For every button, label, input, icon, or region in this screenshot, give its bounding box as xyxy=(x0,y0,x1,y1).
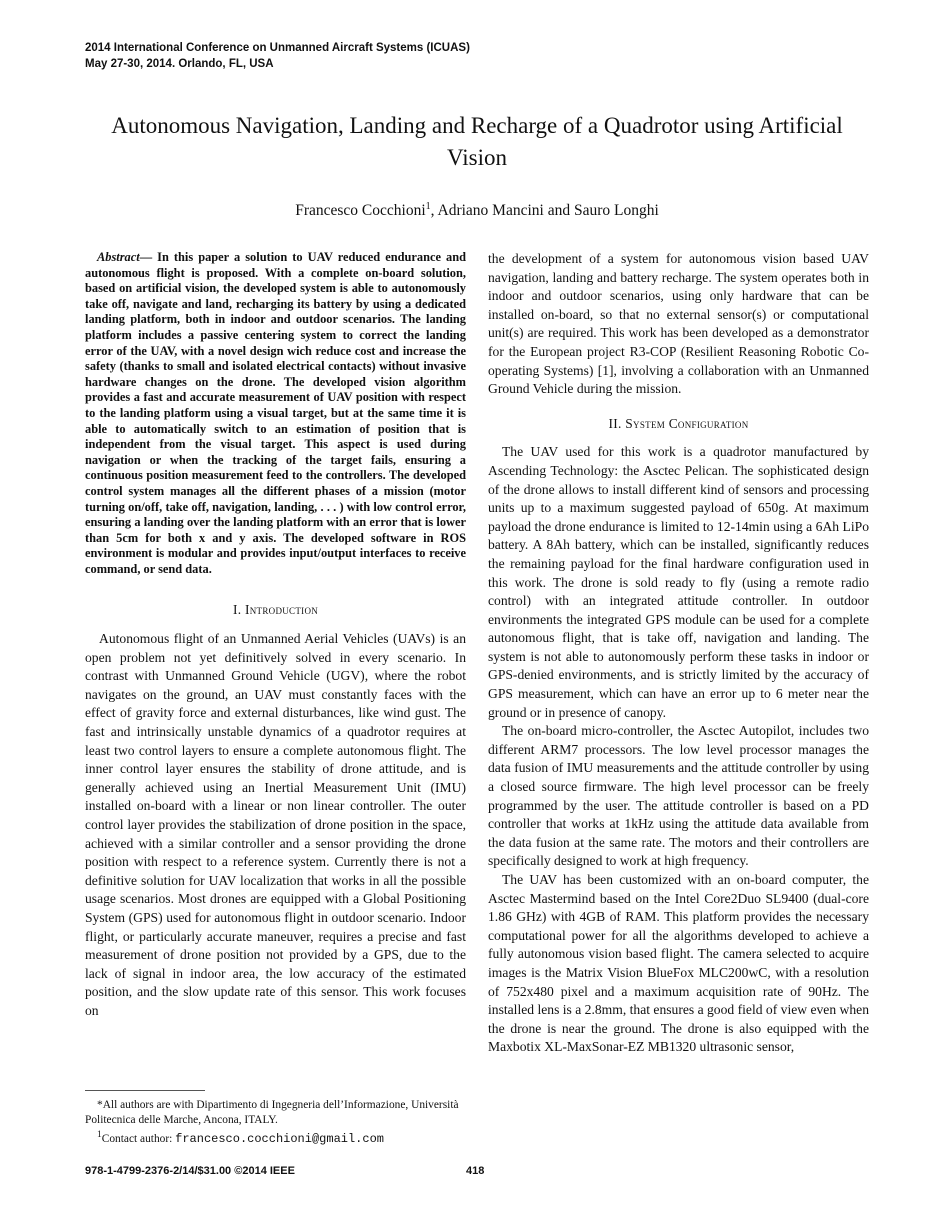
conference-name: 2014 International Conference on Unmanned Aircraft Systems (ICUAS) xyxy=(85,42,470,54)
footnote-contact-mark: 1 xyxy=(97,1130,102,1140)
conference-date-location: May 27-30, 2014. Orlando, FL, USA xyxy=(85,58,274,70)
intro-paragraph-continued: the development of a system for autonomous vision based UAV navigation, landing and battery recharge. The system operates both in indoor and outdoor scenarios, using only hardware that can be installed on-board, so that no external sensor(s) or computational unit(s) are required. This work has been developed as a demonstrator for the European project R3-COP (Resilient Reasoning Robotic Co-operating Systems) [1], involving a collaboration with an Unmanned Ground Vehicle during the mission. xyxy=(488,251,869,397)
section-number: II. xyxy=(608,415,626,431)
right-column xyxy=(488,250,869,1057)
abstract-text: In this paper a solution to UAV reduced endurance and autonomous flight is proposed. With a complete on-board solution, based on artificial vision, the developed system is able to autonomously take off, navigate and land, recharging its battery by using a dedicated landing platform, both in indoor and outdoor scenarios. The landing platform includes a passive centering system to correct the landing error of the UAV, with a novel design wich reduce cost and increase the safety (thanks to small and isolated electrical contacts) without invasive hardware changes on the drone. The developed vision algorithm provides a fast and accurate measurement of UAV position with respect to the landing platform using a visual target, but at the same time it is able to automatically switch to an estimation of position that is independent from the visual target. This aspect is used during navigation or when the tracking of the target fails, ensuring a continuous position measurement feed to the controllers. The developed control system manages all the different phases of a mission (motor turning on/off, take off, navigation, landing, . . . ) with low control error, ensuring a landing over the landing platform with an error that is lower than 5cm for both x and y axis. The developed software in ROS environment is modular and provides input/output interfaces to receive command, or send data. xyxy=(85,250,466,576)
footnote-contact-label: Contact author: xyxy=(101,1132,176,1145)
system-paragraph-3: The UAV has been customized with an on-board computer, the Asctec Mastermind based on the Intel Core2Duo SL9400 (dual-core 1.86 GHz) with 4GB of RAM. This platform provides the necessary computational power for all the algorithms developed to achieve a fully autonomous vision based flight. The camera selected to acquire images is the Matrix Vision BlueFox MLC200wC, with a resolution of 752x480 pixel and a maximum acquisition rate of 90Hz. The installed lens is a 2.8mm, that ensures a good field of view even when the drone is near the ground. The drone is also equipped with the Maxbotix XL-MaxSonar-EZ MB1320 ultrasonic sensor, xyxy=(488,872,869,1055)
footnote-contact xyxy=(85,1128,466,1147)
abstract-label: Abstract xyxy=(97,250,140,264)
footer-isbn: 978-1-4799-2376-2/14/$31.00 ©2014 IEEE xyxy=(85,1165,295,1177)
section-title: System Configuration xyxy=(625,415,749,431)
left-column xyxy=(85,250,466,1021)
author-first-footnote-mark: 1 xyxy=(425,201,431,212)
author-first: Francesco Cocchioni xyxy=(295,202,426,220)
intro-paragraph: Autonomous flight of an Unmanned Aerial Vehicles (UAVs) is an open problem not yet definitively solved in every scenario. In contrast with Unmanned Ground Vehicle (UGV), where the robot navigates on the ground, an UAV must constantly faces with the effect of gravity force and external disturbances, like wind gust. The fast and intrinsically unstable dynamics of a quadrotor requires at least two control layers to ensure a complete autonomous flight. The inner control layer ensures the stability of drone attitude, and is generally achieved using an Inertial Measurement Unit (IMU) installed on-board with a linear or non linear controller. The outer control layer provides the stabilization of drone position in the space, achieved with a similar controller and a sensor providing the drone position with respect to a reference system. Currently there is not a definitive solution for UAV localization that works in all the possible usage scenarios. Most drones are equipped with a Global Positioning System (GPS) used for autonomous flight in outdoor scenario. Indoor flight, or particularly accurate maneuver, requires a precise and fast measurement of drone position not provided by a GPS, due to the lack of signal in indoor area, the low accuracy of the estimated position, and the slow update rate of this sensor. This work focuses on xyxy=(85,631,466,1018)
system-paragraph-2: The on-board micro-controller, the Asctec Autopilot, includes two different ARM7 processors. The low level processor manages the data fusion of IMU measurements and the attitude controller by using a closed source firmware. The high level processor can be freely programmed by the user. The attitude controller is based on a PD controller that works at 1kHz using the attitude data available from the data fusion at the same rate. The motors and their controllers are specifically designed to work at high frequency. xyxy=(488,723,869,869)
author-others: , Adriano Mancini and Sauro Longhi xyxy=(430,202,659,220)
footnote-affiliation: *All authors are with Dipartimento di Ingegneria dell’Informazione, Università Politecnica delle Marche, Ancona, ITALY. xyxy=(85,1099,459,1126)
section-heading-system-configuration xyxy=(488,415,869,434)
section-number: I. xyxy=(232,602,245,618)
footnotes xyxy=(85,1098,466,1147)
page-number: 418 xyxy=(466,1165,485,1177)
abstract xyxy=(85,250,466,577)
footnote-divider xyxy=(85,1090,205,1091)
abstract-dash: — xyxy=(139,250,153,264)
contact-email: francesco.cocchioni@gmail.com xyxy=(175,1131,384,1146)
paper-title: Autonomous Navigation, Landing and Recharge of a Quadrotor using Artificial Vision xyxy=(111,113,843,170)
conference-header xyxy=(85,40,470,72)
section-heading-introduction xyxy=(85,601,466,620)
section-title: Introduction xyxy=(245,602,319,618)
author-list xyxy=(85,196,869,222)
system-paragraph-1: The UAV used for this work is a quadrotor manufactured by Ascending Technology: the Asctec Pelican. The sophisticated design of the drone allows to install different kind of sensors and processing units up to a maximum suggested payload of 650g. At maximum payload the drone endurance is limited to 12-14min using a 6Ah LiPo battery. A 8Ah battery, which can be installed, significantly reduces the remaining payload for the final hardware configuration used in this work. The drone is sold ready to fly (using a remote radio control) with an integrated attitude controller. In outdoor environments the integrated GPS module can be used for a complete autonomous flight, that is take off, navigation and landing. The system is not able to autonomously perform these tasks in indoor or GPS-denied environments, and is strictly limited by the accuracy of GPS measurement, which can have an error up to 6 meter near the ground or in presence of canopy. xyxy=(488,444,869,720)
